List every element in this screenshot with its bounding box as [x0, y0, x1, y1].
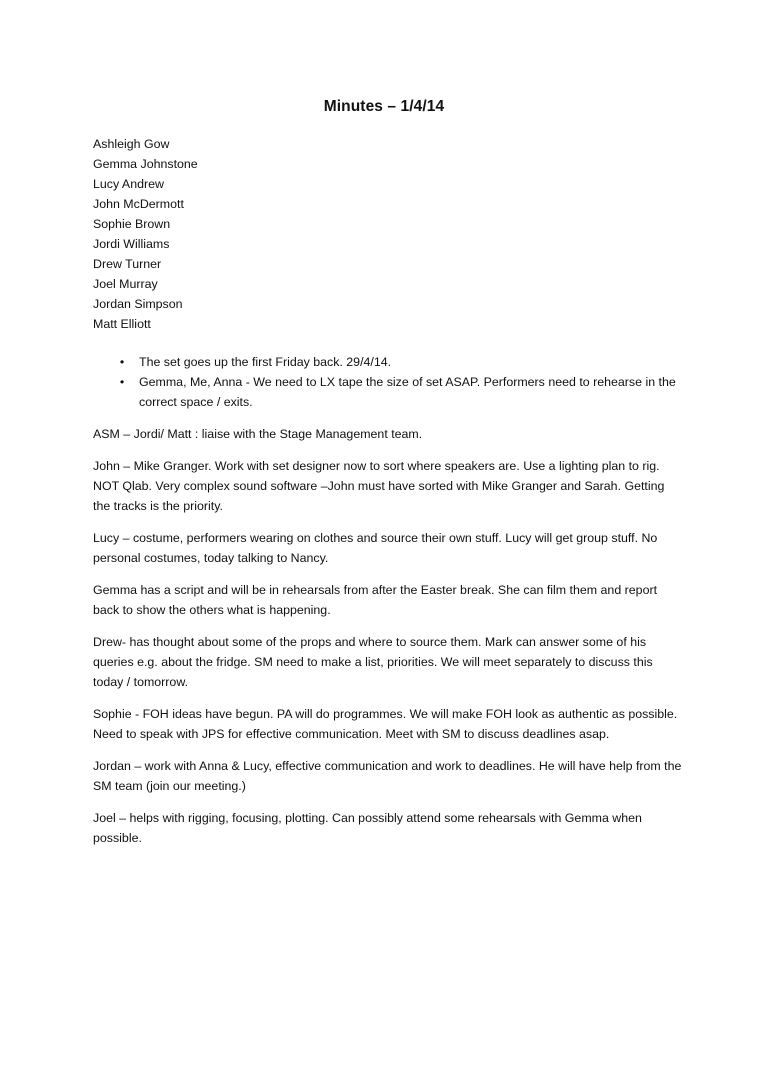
attendee-name: Gemma Johnstone: [93, 157, 198, 171]
paragraph-joel: Joel – helps with rigging, focusing, plotting. Can possibly attend some rehearsals with Gemma when possible.: [93, 811, 642, 845]
bullet-icon: •: [119, 355, 125, 369]
attendee-name: John McDermott: [93, 197, 184, 211]
minutes-body: [93, 134, 683, 848]
attendee-name: Jordi Williams: [93, 237, 170, 251]
bullet-text: The set goes up the first Friday back. 29/4/14.: [139, 355, 392, 369]
paragraph-asm: ASM – Jordi/ Matt : liaise with the Stage Management team.: [93, 427, 423, 441]
attendee-name: Drew Turner: [93, 257, 162, 271]
bullet-text: Gemma, Me, Anna - We need to LX tape the size of set ASAP. Performers need to rehearse in the correct space / exits.: [139, 375, 676, 409]
paragraph-john: John – Mike Granger. Work with set designer now to sort where speakers are. Use a lighting plan to rig. NOT Qlab. Very complex sound software –John must have sorted with Mike Granger and Sarah. Getting the tracks is the priority.: [93, 459, 665, 513]
attendee-name: Sophie Brown: [93, 217, 171, 231]
bullet-item: [93, 352, 683, 372]
attendee-name: Lucy Andrew: [93, 177, 164, 191]
attendee-name: Ashleigh Gow: [93, 137, 170, 151]
bullet-item: [93, 372, 683, 412]
paragraph-drew: Drew- has thought about some of the props and where to source them. Mark can answer some of his queries e.g. about the fridge. SM need to make a list, priorities. We will meet separately to discuss this today / tomorrow.: [93, 635, 653, 689]
attendee-name: Matt Elliott: [93, 317, 151, 331]
page-title: Minutes – 1/4/14: [323, 98, 445, 115]
paragraph-jordan: Jordan – work with Anna & Lucy, effective communication and work to deadlines. He will have help from the SM team (join our meeting.): [93, 759, 682, 793]
paragraph-gemma: Gemma has a script and will be in rehearsals from after the Easter break. She can film them and report back to show the others what is happening.: [93, 583, 658, 617]
attendee-list: [93, 134, 683, 334]
bullet-icon: •: [119, 375, 125, 389]
attendee-name: Joel Murray: [93, 277, 158, 291]
paragraph-lucy: Lucy – costume, performers wearing on clothes and source their own stuff. Lucy will get group stuff. No personal costumes, today talking to Nancy.: [93, 531, 658, 565]
attendee-name: Jordan Simpson: [93, 297, 183, 311]
action-bullet-list: [93, 352, 683, 412]
paragraph-sophie: Sophie - FOH ideas have begun. PA will do programmes. We will make FOH look as authentic as possible. Need to speak with JPS for effective communication. Meet with SM to discuss deadlines asap.: [93, 707, 678, 741]
